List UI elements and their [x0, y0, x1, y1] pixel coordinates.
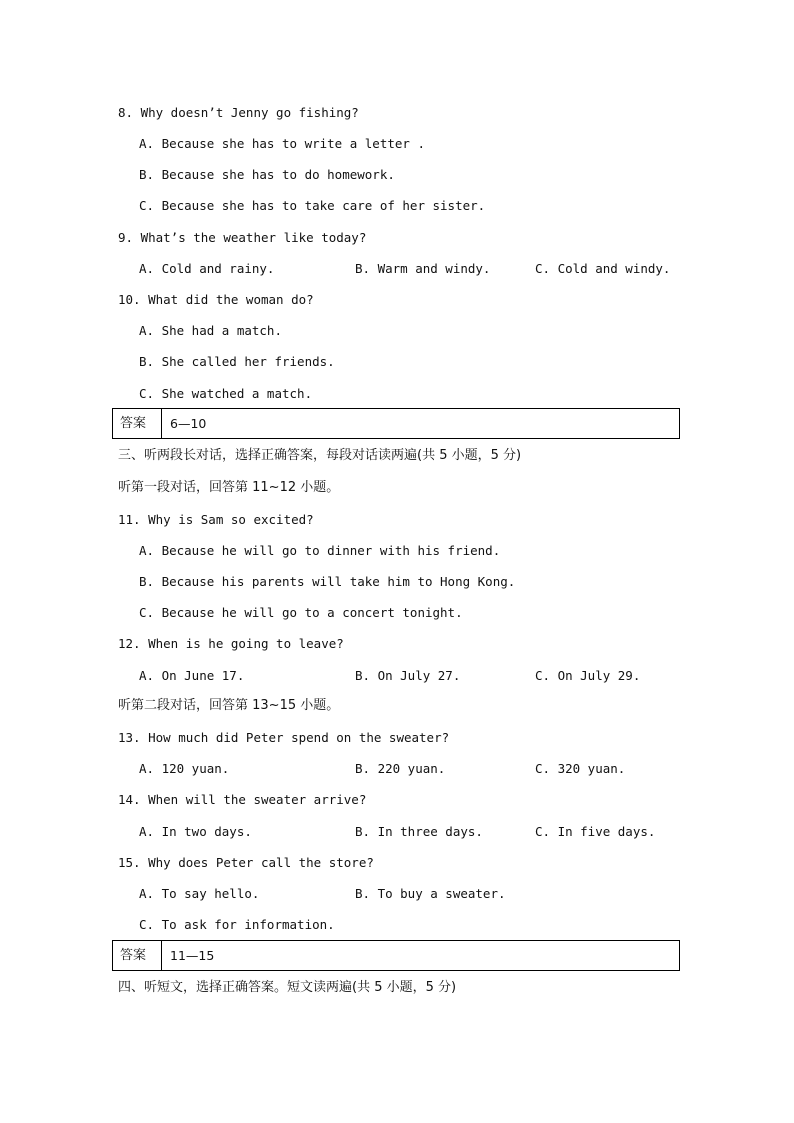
q10-question: 10. What did the woman do?: [118, 292, 314, 307]
dialog-1-intro: 听第一段对话，回答第 11~12 小题。: [118, 480, 340, 495]
q12-option-a: A. On June 17.: [139, 668, 245, 683]
answer-label: 答案: [113, 941, 162, 970]
answer-box-6-10: [112, 408, 680, 439]
section-4-heading: 四、听短文，选择正确答案。短文读两遍(共 5 小题，5 分): [118, 980, 457, 995]
q9-question: 9. What’s the weather like today?: [118, 230, 367, 245]
answer-label: 答案: [113, 409, 162, 438]
q11-option-b: B. Because his parents will take him to Hong Kong.: [139, 574, 516, 589]
q8-question: 8. Why doesn’t Jenny go fishing?: [118, 105, 359, 120]
q15-option-b: B. To buy a sweater.: [355, 886, 506, 901]
q13-question: 13. How much did Peter spend on the sweater?: [118, 730, 450, 745]
q12-option-b: B. On July 27.: [355, 668, 461, 683]
q9-option-c: C. Cold and windy.: [535, 261, 671, 276]
q15-option-a: A. To say hello.: [139, 886, 260, 901]
q8-option-b: B. Because she has to do homework.: [139, 167, 395, 182]
q9-option-a: A. Cold and rainy.: [139, 261, 275, 276]
q12-question: 12. When is he going to leave?: [118, 636, 344, 651]
q8-option-c: C. Because she has to take care of her sister.: [139, 198, 486, 213]
answer-range: 6—10: [170, 416, 207, 431]
q11-option-c: C. Because he will go to a concert tonight.: [139, 605, 463, 620]
q10-option-a: A. She had a match.: [139, 323, 282, 338]
q14-option-a: A. In two days.: [139, 824, 252, 839]
dialog-2-intro: 听第二段对话，回答第 13~15 小题。: [118, 698, 340, 713]
answer-box-11-15: [112, 940, 680, 971]
q12-option-c: C. On July 29.: [535, 668, 641, 683]
q10-option-c: C. She watched a match.: [139, 386, 313, 401]
q14-question: 14. When will the sweater arrive?: [118, 792, 367, 807]
q9-option-b: B. Warm and windy.: [355, 261, 491, 276]
q8-option-a: A. Because she has to write a letter .: [139, 136, 425, 151]
q13-option-a: A. 120 yuan.: [139, 761, 230, 776]
q13-option-c: C. 320 yuan.: [535, 761, 626, 776]
q15-option-c: C. To ask for information.: [139, 917, 335, 932]
q14-option-b: B. In three days.: [355, 824, 483, 839]
q11-option-a: A. Because he will go to dinner with his friend.: [139, 543, 501, 558]
section-3-heading: 三、听两段长对话，选择正确答案，每段对话读两遍(共 5 小题，5 分): [118, 448, 522, 463]
q14-option-c: C. In five days.: [535, 824, 656, 839]
q10-option-b: B. She called her friends.: [139, 354, 335, 369]
answer-range: 11—15: [170, 948, 215, 963]
q15-question: 15. Why does Peter call the store?: [118, 855, 374, 870]
q11-question: 11. Why is Sam so excited?: [118, 512, 314, 527]
q13-option-b: B. 220 yuan.: [355, 761, 446, 776]
